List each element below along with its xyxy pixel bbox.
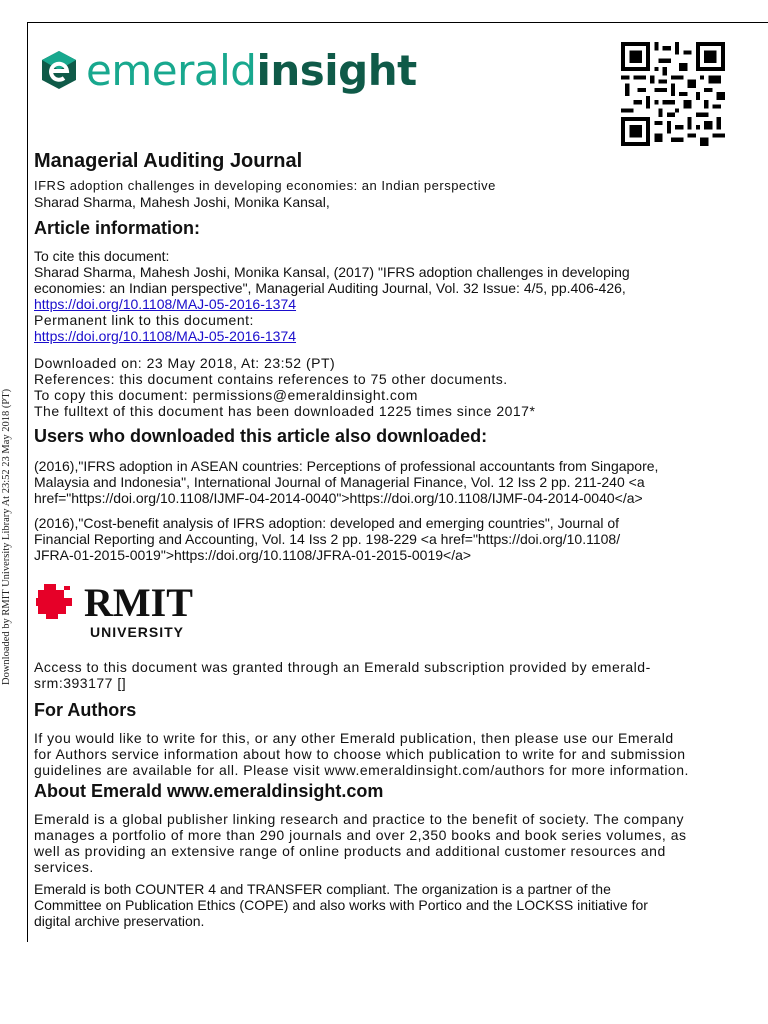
about-p1-line-2: manages a portfolio of more than 290 journals and over 2,350 books and book series volumes, as [34, 827, 687, 843]
fulltext-count: The fulltext of this document has been downloaded 1225 times since 2017* [34, 403, 536, 419]
permanent-doi-link[interactable]: https://doi.org/10.1108/MAJ-05-2016-1374 [34, 328, 297, 344]
about-heading: About Emerald www.emeraldinsight.com [34, 781, 384, 801]
about-section [34, 781, 762, 929]
access-line-1: Access to this document was granted through an Emerald subscription provided by emerald- [34, 659, 651, 675]
about-p1-line-4: services. [34, 859, 94, 875]
also-item-1-line-1: (2016),"IFRS adoption in ASEAN countries: Perceptions of professional accountants from Singapore, [34, 458, 659, 474]
about-p2-line-2: Committee on Publication Ethics (COPE) and also works with Portico and the LOCKSS initiative for [34, 897, 648, 913]
journal-title: Managerial Auditing Journal [34, 150, 303, 172]
copy-permissions: To copy this document: permissions@emeraldinsight.com [34, 387, 418, 403]
about-p2-line-1: Emerald is both COUNTER 4 and TRANSFER compliant. The organization is a partner of the [34, 881, 611, 897]
about-p2-line-3: digital archive preservation. [34, 913, 205, 929]
also-item-2-line-2: Financial Reporting and Accounting, Vol. 14 Iss 2 pp. 198-229 <a href="https://doi.org/10.1108/ [34, 531, 621, 547]
emerald-logo [40, 42, 417, 98]
about-p1-line-3: well as providing an extensive range of online products and additional customer resources and [34, 843, 666, 859]
rmit-name: RMIT [84, 580, 193, 625]
references-count: References: this document contains references to 75 other documents. [34, 371, 508, 387]
also-item-2-line-1: (2016),"Cost-benefit analysis of IFRS adoption: developed and emerging countries", Journal of [34, 515, 620, 531]
citation-line-1: Sharad Sharma, Mahesh Joshi, Monika Kansal, (2017) "IFRS adoption challenges in developing [34, 264, 630, 280]
for-authors-section [34, 700, 762, 778]
rmit-pixel-icon [36, 584, 72, 619]
also-downloaded-heading: Users who downloaded this article also downloaded: [34, 426, 488, 446]
also-item-1-line-3: href="https://doi.org/10.1108/IJMF-04-2014-0040">https://doi.org/10.1108/IJMF-04-2014-0040</a> [34, 490, 643, 506]
citation-doi-link[interactable]: https://doi.org/10.1108/MAJ-05-2016-1374 [34, 296, 297, 312]
access-note [34, 659, 762, 691]
permanent-link-label: Permanent link to this document: [34, 312, 254, 328]
for-authors-line-3: guidelines are available for all. Please visit www.emeraldinsight.com/authors for more information. [34, 762, 689, 778]
article-info-heading: Article information: [34, 218, 201, 238]
citation-line-2: economies: an Indian perspective", Managerial Auditing Journal, Vol. 32 Issue: 4/5, pp.406-426, [34, 280, 626, 296]
article-authors: Sharad Sharma, Mahesh Joshi, Monika Kansal, [34, 194, 330, 210]
cite-label: To cite this document: [34, 248, 170, 264]
for-authors-line-2: for Authors service information about how to choose which publication to write for and submission [34, 746, 686, 762]
also-item-2-line-3: JFRA-01-2015-0019">https://doi.org/10.1108/JFRA-01-2015-0019</a> [34, 547, 472, 563]
about-p1-line-1: Emerald is a global publisher linking research and practice to the benefit of society. The company [34, 811, 685, 827]
article-info-section [34, 218, 762, 419]
also-item-1-line-2: Malaysia and Indonesia", International Journal of Managerial Finance, Vol. 12 Iss 2 pp. 211-240 <a [34, 474, 645, 490]
logo-insight-text: insight [256, 45, 417, 95]
rmit-university-logo [34, 578, 219, 642]
rmit-sub: UNIVERSITY [90, 624, 185, 640]
for-authors-heading: For Authors [34, 700, 137, 720]
side-download-note: Downloaded by RMIT University Library At 23:52 23 May 2018 (PT) [1, 388, 12, 685]
qr-code [621, 42, 725, 146]
article-title: IFRS adoption challenges in developing economies: an Indian perspective [34, 178, 496, 193]
downloaded-on: Downloaded on: 23 May 2018, At: 23:52 (PT) [34, 355, 336, 371]
for-authors-line-1: If you would like to write for this, or any other Emerald publication, then please use our Emerald [34, 730, 674, 746]
article-header [34, 178, 762, 210]
logo-emerald-text: emerald [86, 45, 257, 95]
access-line-2: srm:393177 [] [34, 675, 127, 691]
also-downloaded-section [34, 426, 762, 563]
emerald-e-icon [40, 50, 78, 90]
